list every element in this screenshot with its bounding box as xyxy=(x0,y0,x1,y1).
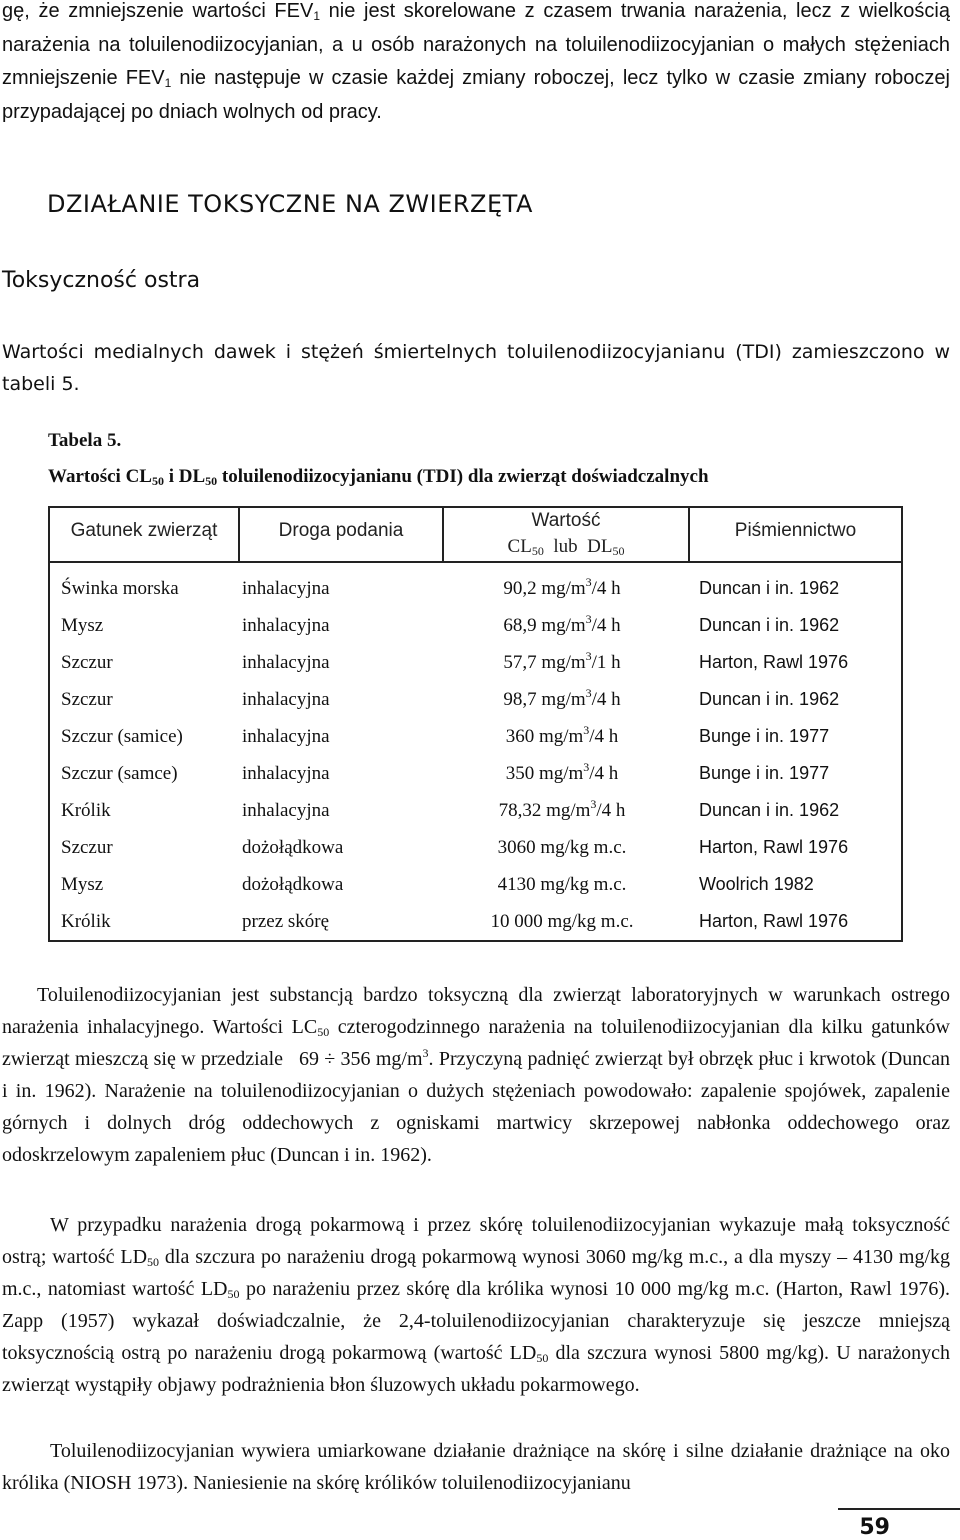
cell-route: dożołądkowa xyxy=(242,837,344,858)
header-cl: CL xyxy=(507,536,532,557)
intro-text-3: nie następuje w czasie każdej zmiany roboczej, lecz tylko w czasie zmiany roboczej przypadającej po dniach wolnych od pracy. xyxy=(2,67,950,123)
cell-reference: Bunge i in. 1977 xyxy=(699,726,830,746)
para2-text-2: dla szczura po narażeniu drogą pokarmową wynosi 3060 mg/kg m.c., a dla myszy – 4130 mg/kg m.c., natomiast wartość LD xyxy=(2,1246,951,1300)
value-number: 4130 mg/kg m.c. xyxy=(497,874,627,895)
cell-reference: Harton, Rawl 1976 xyxy=(699,911,849,931)
cell-species: Szczur xyxy=(61,689,113,710)
table-row xyxy=(50,718,901,755)
value-number: 350 mg/m xyxy=(505,763,584,784)
cell-reference: Duncan i in. 1962 xyxy=(699,578,840,598)
value-duration: /1 h xyxy=(591,652,621,673)
cell-route: dożołądkowa xyxy=(242,874,344,895)
para2-text-4: dla szczura wynosi 5800 mg/kg). U narażonych zwierząt wystąpiły objawy podrażnienia błon śluzowych układu pokarmowego. xyxy=(2,1342,950,1396)
cell-species: Królik xyxy=(61,800,111,821)
cell-reference: Bunge i in. 1977 xyxy=(699,763,830,783)
cell-reference: Duncan i in. 1962 xyxy=(699,615,840,635)
cell-species: Szczur xyxy=(61,652,113,673)
table-intro-sentence: Wartości medialnych dawek i stężeń śmiertelnych toluilenodiizocyjanianu (TDI) zamieszczono w tabeli 5. xyxy=(2,341,950,395)
table-row xyxy=(50,866,901,903)
header-species: Gatunek zwierząt xyxy=(70,520,218,541)
value-duration: /4 h xyxy=(589,763,619,784)
table-row xyxy=(50,792,901,829)
value-number: 78,32 mg/m xyxy=(498,800,591,821)
table-row xyxy=(50,644,901,681)
cell-species: Mysz xyxy=(61,615,104,636)
cell-species: Szczur (samice) xyxy=(61,726,183,747)
cell-species: Szczur (samce) xyxy=(61,763,178,784)
table-label: Tabela 5. xyxy=(48,430,122,451)
cell-value xyxy=(442,681,682,718)
header-rule xyxy=(50,561,901,563)
cell-route: inhalacyjna xyxy=(242,726,330,747)
cell-value xyxy=(442,792,682,829)
header-literature: Piśmiennictwo xyxy=(734,520,857,541)
value-duration: /4 h xyxy=(591,615,621,636)
header-sub: 50 xyxy=(531,544,544,558)
cell-value xyxy=(442,570,682,607)
table-row xyxy=(50,681,901,718)
unit-superscript: 3 xyxy=(422,1046,429,1060)
cell-species: Świnka morska xyxy=(61,578,179,599)
cell-route: przez skórę xyxy=(242,911,330,932)
header-value xyxy=(444,508,688,560)
fev-subscript: 1 xyxy=(164,76,172,90)
cell-reference: Duncan i in. 1962 xyxy=(699,800,840,820)
value-exponent: 3 xyxy=(583,723,590,737)
cell-species: Mysz xyxy=(61,874,104,895)
value-duration: /4 h xyxy=(591,689,621,710)
value-number: 3060 mg/kg m.c. xyxy=(497,837,627,858)
lc-subscript: 50 xyxy=(317,1025,330,1039)
cell-route: inhalacyjna xyxy=(242,615,330,636)
value-number: 57,7 mg/m xyxy=(503,652,586,673)
header-value-line2 xyxy=(444,534,688,560)
cell-value xyxy=(442,866,682,903)
value-duration: /4 h xyxy=(596,800,626,821)
paragraph-1 xyxy=(2,979,956,1171)
cell-route: inhalacyjna xyxy=(242,800,330,821)
cell-route: inhalacyjna xyxy=(242,652,330,673)
cell-value xyxy=(442,718,682,755)
table-row xyxy=(50,570,901,607)
header-dl: lub DL xyxy=(543,536,613,557)
paragraph-3: Toluilenodiizocyjanian wywiera umiarkowane działanie drażniące na skórę i silne działanie drażniące na oko królika (NIOSH 1973). Naniesienie na skórę królików toluilenodiizocyjanianu xyxy=(2,1440,950,1494)
table-row xyxy=(50,829,901,866)
para2-text-3: po narażeniu przez skórę dla królika wynosi 10 000 mg/kg m.c. (Harton, Rawl 1976). Zapp (1957) wykazał doświadczalnie, że 2,4-toluilenodiizocyjanian charakteryzuje się jeszcze mniejszą toksycznością ostrą po narażeniu drogą pokarmową (wartość LD xyxy=(2,1278,951,1364)
table-caption xyxy=(48,466,709,488)
ld-subscript: 50 xyxy=(227,1287,240,1301)
value-duration: /4 h xyxy=(591,578,621,599)
value-exponent: 3 xyxy=(585,575,592,589)
caption-text-1: Wartości CL xyxy=(48,466,152,487)
cell-reference: Duncan i in. 1962 xyxy=(699,689,840,709)
cell-value xyxy=(442,607,682,644)
intro-paragraph xyxy=(2,0,950,129)
cell-value xyxy=(442,829,682,866)
para2-text-1: W przypadku narażenia drogą pokarmową i przez skórę toluilenodiizocyjanian wykazuje małą toksyczność ostrą; wartość LD xyxy=(2,1214,950,1268)
cell-value xyxy=(442,903,682,940)
cell-reference: Harton, Rawl 1976 xyxy=(699,837,849,857)
page-number-rule xyxy=(838,1508,960,1510)
cell-route: inhalacyjna xyxy=(242,763,330,784)
value-exponent: 3 xyxy=(585,612,592,626)
ld-subscript: 50 xyxy=(536,1351,549,1365)
cell-value xyxy=(442,755,682,792)
caption-text-2: i DL xyxy=(163,466,206,487)
caption-subscript: 50 xyxy=(151,474,164,488)
intro-text-1: gę, że zmniejszenie wartości FEV xyxy=(2,0,314,22)
table-row xyxy=(50,755,901,792)
intro-text-2: nie jest skorelowane z czasem trwania narażenia, lecz z wielkością narażenia na toluilenodiizocyjanian, a u osób narażonych na toluilenodiizocyjanian o małych stężeniach zmniejszenie FEV xyxy=(2,0,950,89)
cell-species: Królik xyxy=(61,911,111,932)
value-number: 98,7 mg/m xyxy=(503,689,586,710)
fev-subscript: 1 xyxy=(313,9,321,23)
toxicity-table xyxy=(48,506,903,942)
para1-text-1: Toluilenodiizocyjanian jest substancją bardzo toksyczną dla zwierząt laboratoryjnych w warunkach ostrego narażenia inhalacyjnego. Wartości LC xyxy=(2,984,950,1038)
value-exponent: 3 xyxy=(585,686,592,700)
value-exponent: 3 xyxy=(590,797,597,811)
value-exponent: 3 xyxy=(585,649,592,663)
paragraph-2 xyxy=(2,1209,950,1401)
page-number: 59 xyxy=(859,1515,890,1540)
para1-text-3: . Przyczyną padnięć zwierząt był obrzęk płuc i krwotok (Duncan i in. 1962). Narażenie na toluilenodiizocyjanian o dużych stężeniach powodowało: zapalenie spojówek, zapalenie górnych i dolnych dróg oddechowych z ogniskami martwicy skrzepowej nabłonka oddechowego oraz odoskrzelowym zapaleniem płuc (Duncan i in. 1962). xyxy=(2,1048,950,1166)
table-row xyxy=(50,903,901,940)
value-duration: /4 h xyxy=(589,726,619,747)
value-number: 90,2 mg/m xyxy=(503,578,586,599)
value-number: 68,9 mg/m xyxy=(503,615,586,636)
cell-value xyxy=(442,644,682,681)
ld-subscript: 50 xyxy=(147,1255,160,1269)
header-route: Droga podania xyxy=(278,520,404,541)
para1-text-2: czterogodzinnego narażenia na toluilenodiizocyjanian dla kilku gatunków zwierząt mieszczą się w przedziale 69 ÷ 356 mg/m xyxy=(2,1016,956,1070)
cell-route: inhalacyjna xyxy=(242,578,330,599)
caption-subscript: 50 xyxy=(205,474,218,488)
cell-reference: Harton, Rawl 1976 xyxy=(699,652,849,672)
table-row xyxy=(50,607,901,644)
section-heading: DZIAŁANIE TOKSYCZNE NA ZWIERZĘTA xyxy=(47,190,533,218)
header-value-line1: Wartość xyxy=(531,510,601,531)
header-sub: 50 xyxy=(612,544,625,558)
cell-species: Szczur xyxy=(61,837,113,858)
value-exponent: 3 xyxy=(583,760,590,774)
cell-route: inhalacyjna xyxy=(242,689,330,710)
cell-reference: Woolrich 1982 xyxy=(699,874,814,894)
value-number: 10 000 mg/kg m.c. xyxy=(490,911,634,932)
subsection-heading: Toksyczność ostra xyxy=(2,268,201,293)
caption-text-3: toluilenodiizocyjanianu (TDI) dla zwierząt doświadczalnych xyxy=(217,466,709,487)
value-number: 360 mg/m xyxy=(505,726,584,747)
